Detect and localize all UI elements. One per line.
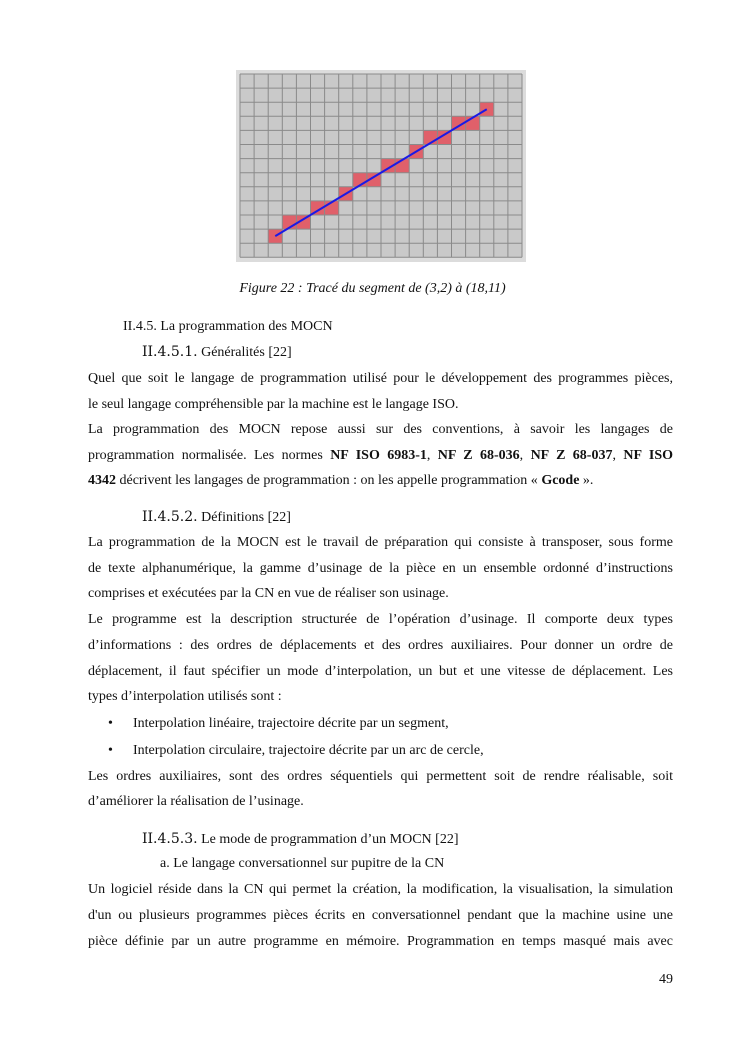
paragraph-line: déplacement, il faut spécifier un mode d’interpolation, un but et une vitesse de déplacement. Les (88, 664, 673, 679)
standard-name: NF Z 68-037 (530, 448, 613, 463)
list-item: Interpolation circulaire, trajectoire décrite par un arc de cercle, (133, 743, 484, 758)
paragraph-line: comprises et exécutées par la CN en vue de réaliser son usinage. (88, 586, 449, 601)
text-span: , (519, 448, 531, 463)
paragraph-line: Un logiciel réside dans la CN qui permet la création, la modification, la visualisation, la simulation (88, 882, 673, 897)
heading-number: II.4.5.1. (142, 344, 198, 360)
heading-title: Généralités [22] (197, 345, 292, 360)
paragraph-line (88, 443, 673, 469)
bresenham-figure (236, 70, 526, 262)
subheading-a: a. Le langage conversationnel sur pupitre de la CN (160, 856, 445, 871)
text-span: , (612, 448, 624, 463)
paragraph-line: La programmation des MOCN repose aussi sur des conventions, à savoir les langages de (88, 422, 673, 437)
paragraph-line: d’informations : des ordres de déplacements et des ordres auxiliaires. Pour donner un ordre de (88, 638, 673, 653)
text-span: décrivent les langages de programmation : on les appelle programmation « (116, 473, 542, 488)
paragraph-line: types d’interpolation utilisés sont : (88, 689, 282, 704)
standard-name: 4342 (88, 473, 116, 488)
heading-title: Le mode de programmation d’un MOCN [22] (197, 832, 459, 847)
gcode-term: Gcode (541, 473, 580, 488)
text-span: programmation normalisée. Les normes (88, 448, 331, 463)
paragraph-line: d’améliorer la réalisation de l’usinage. (88, 794, 304, 809)
paragraph-line: le seul langage compréhensible par la machine est le langage ISO. (88, 397, 459, 412)
paragraph-line: Les ordres auxiliaires, sont des ordres séquentiels qui permettent soit de rendre réalisable, soit (88, 769, 673, 784)
section-heading-2-4-5: II.4.5. La programmation des MOCN (123, 319, 333, 334)
section-heading-2-4-5-1 (142, 339, 727, 366)
heading-number: II.4.5.3. (142, 831, 198, 847)
paragraph-line: Quel que soit le langage de programmation utilisé pour le développement des programmes pièces, (88, 371, 673, 386)
paragraph-line (88, 468, 673, 494)
bullet-icon: • (108, 716, 113, 731)
lit-pixel (268, 229, 282, 243)
standard-name: NF ISO (623, 448, 674, 463)
section-heading-2-4-5-3 (142, 826, 727, 853)
list-item: Interpolation linéaire, trajectoire décrite par un segment, (133, 716, 449, 731)
paragraph-line: pièce définie par un autre programme en mémoire. Programmation en temps masqué mais avec (88, 934, 673, 949)
paragraph-line: de texte alphanumérique, la gamme d’usinage de la pièce en un ensemble ordonné d’instructions (88, 561, 673, 576)
standard-name: NF ISO 6983-1 (330, 448, 427, 463)
paragraph-line: d'un ou plusieurs programmes pièces écrits en conversationnel pendant que la machine usine une (88, 908, 673, 923)
text-span: , (426, 448, 438, 463)
section-heading-2-4-5-2 (142, 504, 727, 531)
heading-number: II.4.5.2. (142, 509, 198, 525)
standard-name: NF Z 68-036 (437, 448, 520, 463)
paragraph-line: Le programme est la description structurée de l’opération d’usinage. Il comporte deux types (88, 612, 673, 627)
figure-caption: Figure 22 : Tracé du segment de (3,2) à (18,11) (239, 281, 506, 296)
heading-title: Définitions [22] (197, 510, 291, 525)
text-span: ». (579, 473, 594, 488)
paragraph-line: La programmation de la MOCN est le travail de préparation qui consiste à transposer, sous forme (88, 535, 673, 550)
page-number: 49 (659, 972, 673, 987)
bullet-icon: • (108, 743, 113, 758)
